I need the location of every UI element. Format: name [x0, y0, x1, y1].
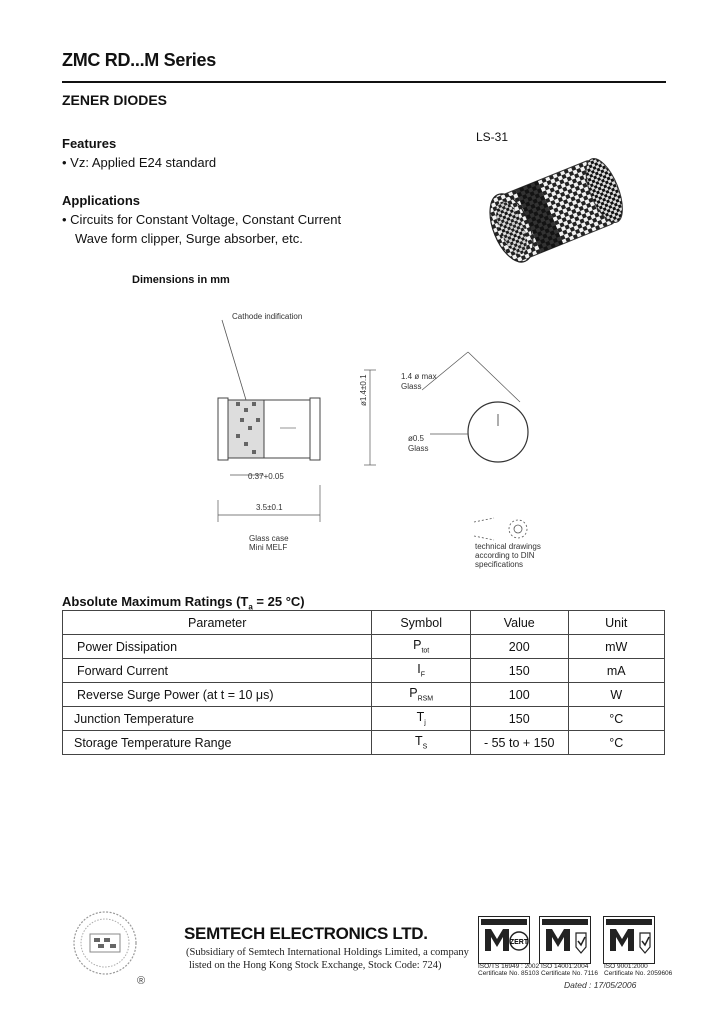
cell-parameter: Power Dissipation [63, 635, 372, 659]
cert-3-number: Certificate No. 2059606 [604, 970, 673, 977]
moody-zert-icon [479, 917, 529, 963]
cert-badge-iso-ts [478, 916, 530, 964]
svg-text:ZERT: ZERT [509, 939, 529, 946]
col-header-unit: Unit [568, 611, 665, 635]
table-row [63, 659, 665, 683]
table-header-row [63, 611, 665, 635]
projection-symbol [470, 514, 540, 544]
company-subtitle-1: (Subsidiary of Semtech International Holdings Limited, a company [186, 947, 469, 958]
cert-2-number: Certificate No. 7116 [541, 970, 598, 977]
cell-unit: W [568, 683, 665, 707]
cell-symbol: $I_F$ [372, 659, 471, 683]
cert-1-label: ISO/TS 16949 : 2002 [478, 963, 540, 970]
moody-ukas-icon [540, 917, 590, 963]
cell-value: 200 [470, 635, 568, 659]
col-header-parameter: Parameter [63, 611, 372, 635]
dimension-side-view [200, 300, 350, 530]
ratings-table [62, 610, 665, 755]
package-image [486, 148, 626, 273]
cell-symbol: $P_{tot}$ [372, 635, 471, 659]
features-heading: Features [62, 136, 117, 151]
table-row [63, 731, 665, 755]
cert-badge-iso-9001 [603, 916, 655, 964]
applications-line-1: • Circuits for Constant Voltage, Constant Current [62, 212, 342, 227]
note-line-3: specifications [475, 560, 524, 569]
cell-value: 150 [470, 707, 568, 731]
page-title: ZMC RD...M Series [62, 50, 216, 70]
glass-label-2: Glass [408, 444, 429, 453]
cert-1-number: Certificate No. 85103 [478, 970, 540, 977]
package-label: LS-31 [476, 130, 509, 144]
registered-mark: ® [137, 975, 146, 987]
glass-label-1: Glass [401, 382, 422, 391]
dimension-end-view [350, 340, 550, 490]
cathode-label: Cathode indification [232, 312, 303, 321]
cell-unit: °C [568, 707, 665, 731]
cell-parameter: Reverse Surge Power (at t = 10 μs) [63, 683, 372, 707]
glass-case-label: Glass case [249, 534, 289, 543]
dimension-dia-2: ø0.5 [408, 434, 425, 443]
cell-value: - 55 to + 150 [470, 731, 568, 755]
note-line-2: according to DIN [475, 551, 535, 560]
dimension-body-dia: 0.37+0.05 [248, 472, 284, 481]
cell-symbol: $T_S$ [372, 731, 471, 755]
company-subtitle-2: listed on the Hong Kong Stock Exchange, Stock Code: 724) [189, 960, 442, 971]
features-item: • Vz: Applied E24 standard [62, 155, 217, 170]
cell-parameter: Junction Temperature [63, 707, 372, 731]
cell-symbol: $T_j$ [372, 707, 471, 731]
cert-3-label: ISO 9001:2000 [604, 963, 648, 970]
cell-parameter: Forward Current [63, 659, 372, 683]
cell-unit: mA [568, 659, 665, 683]
cell-value: 150 [470, 659, 568, 683]
cell-value: 100 [470, 683, 568, 707]
cert-2-label: ISO 14001:2004 [541, 963, 589, 970]
moody-ukas-icon-2 [604, 917, 654, 963]
applications-line-2: Wave form clipper, Surge absorber, etc. [75, 231, 303, 246]
applications-heading: Applications [62, 193, 141, 208]
cell-unit: mW [568, 635, 665, 659]
cell-unit: °C [568, 731, 665, 755]
dimension-glass-dia: 1.4 ø max [401, 372, 437, 381]
company-logo-icon [72, 910, 138, 976]
mini-melf-label: Mini MELF [249, 543, 288, 552]
dated-label: Dated : 17/05/2006 [564, 980, 637, 990]
cell-parameter: Storage Temperature Range [63, 731, 372, 755]
title-rule [62, 81, 666, 83]
dimension-vertical-dia: ø1.4±0.1 [359, 374, 368, 406]
cert-badge-iso-14001 [539, 916, 591, 964]
dimension-length: 3.5±0.1 [256, 503, 283, 512]
page-subtitle: ZENER DIODES [62, 92, 168, 108]
cell-symbol: $P_{RSM}$ [372, 683, 471, 707]
table-row [63, 635, 665, 659]
table-row [63, 683, 665, 707]
col-header-symbol: Symbol [372, 611, 471, 635]
col-header-value: Value [470, 611, 568, 635]
dimensions-heading: Dimensions in mm [132, 274, 230, 286]
company-name: SEMTECH ELECTRONICS LTD. [184, 924, 428, 943]
note-line-1: technical drawings [475, 542, 541, 551]
table-row [63, 707, 665, 731]
ratings-heading: Absolute Maximum Ratings ($T_a = 25$ °C) [62, 594, 305, 612]
